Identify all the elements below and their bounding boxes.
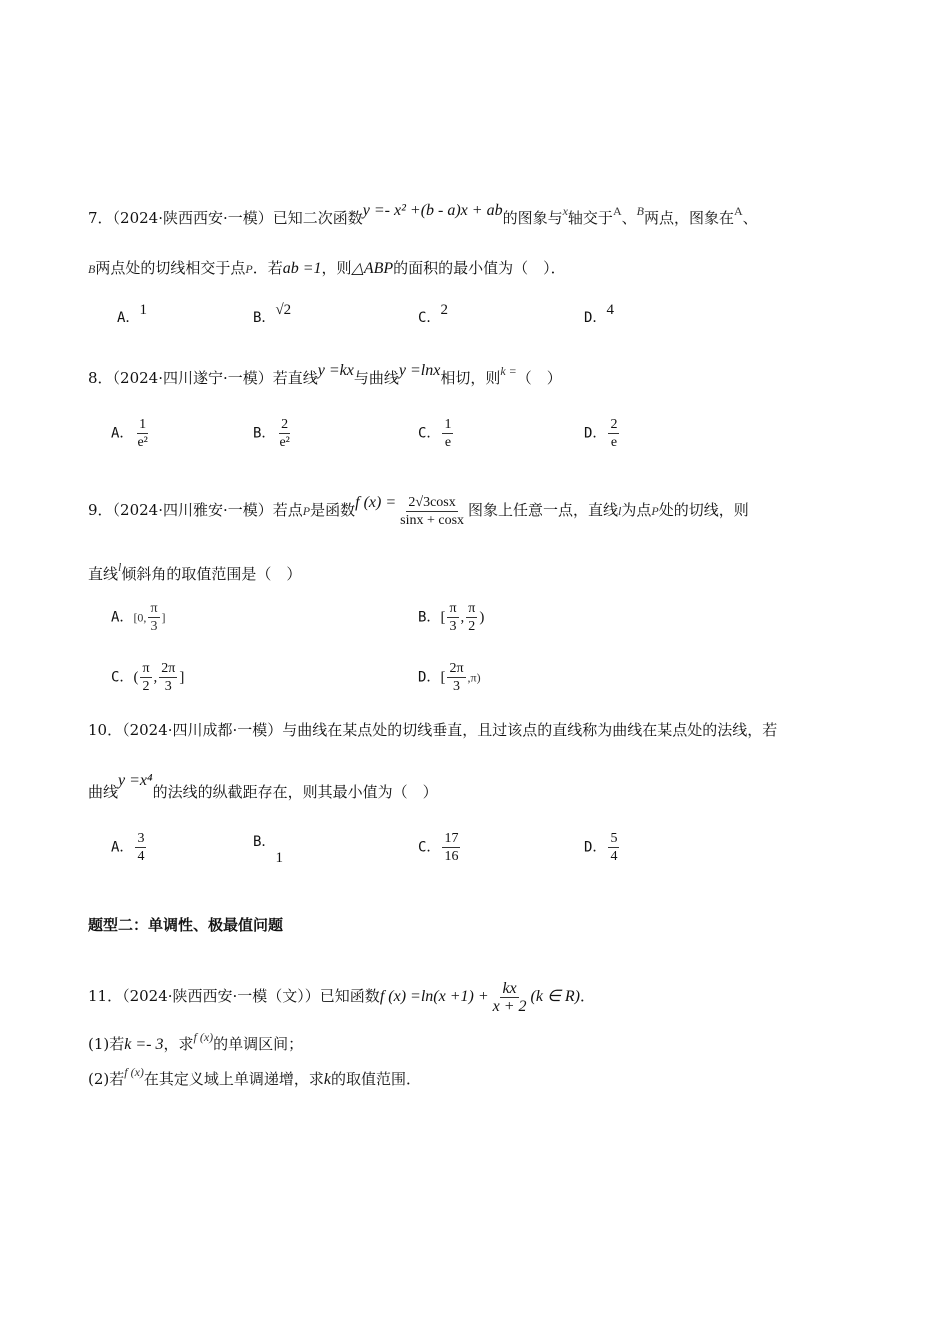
q11-source: 11．（2024·陕西西安·一模（文））已知函数 <box>88 987 380 1005</box>
numerator: 17 <box>444 831 459 846</box>
q7-option-a[interactable] <box>117 302 147 328</box>
denominator: e² <box>137 435 148 450</box>
q7-line1 <box>88 202 758 229</box>
option-label: A． <box>111 425 134 442</box>
math-expr: f (x) =ln(x +1) + <box>379 988 489 1005</box>
math-expr: f (x) <box>124 1065 144 1079</box>
q8-option-c[interactable] <box>418 416 455 451</box>
q10-line1 <box>88 720 777 740</box>
fraction <box>491 980 529 1015</box>
q10-option-c[interactable] <box>418 830 462 865</box>
math-expr: y =lnx <box>398 362 441 379</box>
math-var: l <box>118 560 122 574</box>
bracket: ] <box>161 610 166 625</box>
text: 、 <box>621 209 637 227</box>
option-value: 2 <box>440 302 448 318</box>
q8-line1 <box>88 362 562 389</box>
text: ，求 <box>163 1035 194 1053</box>
numerator: π <box>449 601 457 616</box>
fraction <box>135 830 146 865</box>
fraction <box>277 416 291 451</box>
q11-part1 <box>88 1030 304 1055</box>
q10-option-d[interactable] <box>584 830 621 865</box>
numerator: π <box>150 601 158 616</box>
numerator: π <box>142 661 150 676</box>
q8-option-a[interactable] <box>111 416 152 451</box>
numerator: 2 <box>281 417 289 432</box>
text: 在其定义域上单调递增，求 <box>143 1070 324 1088</box>
q11-part2 <box>88 1065 422 1090</box>
numerator: 2π <box>161 661 176 676</box>
denominator: e <box>610 435 618 450</box>
q11-line1 <box>88 976 595 1017</box>
q10-source: 10．（2024·四川成都·一模）与曲线在某点处的切线垂直，且过该点的直线称为曲线在某点处的法线，若 <box>88 721 778 739</box>
text: 的图象与 <box>502 209 563 227</box>
text: 的法线的纵截距存在，则其最小值为（ ） <box>152 783 438 801</box>
q9-line2 <box>88 560 302 585</box>
text: 为点 <box>621 501 652 519</box>
math-expr: y =kx <box>317 362 354 379</box>
q9-option-b[interactable] <box>418 600 484 635</box>
math-expr: k = <box>500 364 517 378</box>
option-label: D． <box>584 839 607 856</box>
denominator: 2 <box>468 619 476 634</box>
q7-option-b[interactable] <box>253 302 292 328</box>
option-label: C． <box>418 425 441 442</box>
text: ．若 <box>252 259 283 277</box>
numerator: 5 <box>610 831 618 846</box>
q9-line1 <box>88 490 749 531</box>
fraction <box>447 660 465 695</box>
text: 的单调区间； <box>213 1035 304 1053</box>
fraction <box>159 660 177 695</box>
option-value: 4 <box>606 302 614 318</box>
option-label: C． <box>111 669 134 686</box>
section-heading: 题型二：单调性、极最值问题 <box>88 916 284 934</box>
denominator: 16 <box>444 849 459 864</box>
math-var: x <box>562 204 568 218</box>
fraction <box>442 416 453 451</box>
fraction <box>140 660 151 695</box>
q8-source: 8．（2024·四川遂宁·一模）若直线 <box>88 369 318 387</box>
q7-line2 <box>88 258 566 279</box>
text: 两点，图象在 <box>643 209 734 227</box>
comma: , <box>460 609 465 626</box>
bracket: [0, <box>133 610 147 625</box>
text: 与曲线 <box>353 369 399 387</box>
option-label: B． <box>253 834 276 850</box>
option-value: 1 <box>139 302 147 318</box>
fraction <box>148 600 159 635</box>
numerator: kx <box>502 979 517 997</box>
option-label: C． <box>418 310 441 326</box>
text: （ ） <box>516 369 562 387</box>
math-expr: (k ∈ R) <box>530 988 580 1005</box>
bracket: ] <box>179 669 185 686</box>
q7-source: 7．（2024·陕西西安·一模）已知二次函数 <box>88 209 363 227</box>
text: 处的切线，则 <box>658 501 749 519</box>
text: (1)若 <box>88 1035 125 1053</box>
denominator: 3 <box>150 619 158 634</box>
q8-option-d[interactable] <box>584 416 621 451</box>
text: 、 <box>742 209 758 227</box>
math-expr: y =x⁴ <box>118 772 153 789</box>
q7-formula: y =- x² +(b - a)x + ab <box>362 202 503 219</box>
math-var: P <box>245 262 253 276</box>
numerator: 2 <box>610 417 618 432</box>
q7-option-d[interactable] <box>584 302 614 328</box>
option-label: D． <box>418 669 441 686</box>
numerator: 1 <box>139 417 147 432</box>
math-expr: k =- 3 <box>124 1036 164 1053</box>
text: 曲线 <box>88 783 119 801</box>
fraction <box>447 600 458 635</box>
numerator: 1 <box>444 417 452 432</box>
option-value: 1 <box>275 850 283 866</box>
q9-option-c[interactable] <box>111 660 184 695</box>
text: 图象上任意一点，直线 <box>468 501 619 519</box>
option-label: C． <box>418 839 441 856</box>
text: 倾斜角的取值范围是（ ） <box>121 565 302 583</box>
comma: , <box>153 669 158 686</box>
q8-option-b[interactable] <box>253 416 294 451</box>
option-label: D． <box>584 310 607 326</box>
text: 是函数 <box>310 501 356 519</box>
text: 的取值范围． <box>331 1070 422 1088</box>
text: 相切，则 <box>440 369 501 387</box>
q9-option-d[interactable] <box>418 660 481 695</box>
option-label: B． <box>253 425 276 442</box>
math-var: P <box>302 504 311 518</box>
denominator: 3 <box>449 619 457 634</box>
denominator: 4 <box>137 849 145 864</box>
option-label: A． <box>111 839 134 856</box>
q7-option-c[interactable] <box>418 302 448 328</box>
q10-line2 <box>88 772 438 803</box>
math-var: A <box>612 204 622 218</box>
numerator: π <box>468 601 476 616</box>
math-var: l <box>618 504 622 518</box>
q9-source: 9．（2024·四川雅安·一模）若点 <box>88 501 303 519</box>
bracket: ) <box>479 609 485 626</box>
math-var: k <box>323 1071 332 1088</box>
denominator: sinx + cosx <box>400 512 465 528</box>
math-var: B <box>636 204 644 218</box>
q10-option-b[interactable] <box>253 834 283 866</box>
math-var: A <box>733 204 743 218</box>
math-expr: ab =1 <box>282 260 322 277</box>
math-var: B <box>88 262 96 276</box>
text: 直线 <box>88 565 119 583</box>
math-expr: f (x) <box>193 1030 214 1044</box>
option-label: B． <box>253 310 276 326</box>
text: ，则 <box>321 259 352 277</box>
math-var: P <box>651 504 659 518</box>
bracket: ( <box>133 669 139 686</box>
option-label: B． <box>418 609 441 626</box>
bracket: [ <box>440 669 446 686</box>
q9-option-a[interactable] <box>111 600 166 635</box>
option-label: D． <box>584 425 607 442</box>
denominator: 2 <box>142 679 150 694</box>
math-expr: △ABP <box>351 260 394 277</box>
numerator: 2π <box>449 661 464 676</box>
denominator: e² <box>279 435 290 450</box>
numerator: 3 <box>137 831 145 846</box>
bracket: ,π) <box>467 670 481 685</box>
q10-option-a[interactable] <box>111 830 148 865</box>
text: (2)若 <box>88 1070 125 1088</box>
fraction <box>466 600 477 635</box>
fraction <box>608 416 619 451</box>
denominator: 4 <box>610 849 618 864</box>
denominator: e <box>444 435 452 450</box>
fraction <box>135 416 149 451</box>
denominator: x + 2 <box>492 997 527 1015</box>
fraction <box>442 830 460 865</box>
option-label: A． <box>111 609 134 626</box>
text: 两点处的切线相交于点 <box>95 259 246 277</box>
option-value: √2 <box>275 302 292 318</box>
text: ． <box>579 987 595 1005</box>
math-expr: f (x) = <box>355 494 397 511</box>
option-label: A． <box>117 310 140 326</box>
numerator: 2√3cosx <box>408 494 456 510</box>
bracket: [ <box>440 609 446 626</box>
fraction <box>608 830 619 865</box>
denominator: 3 <box>452 679 460 694</box>
denominator: 3 <box>164 679 172 694</box>
fraction <box>398 494 466 529</box>
text: 轴交于 <box>567 209 613 227</box>
text: 的面积的最小值为（ ）． <box>393 259 566 277</box>
